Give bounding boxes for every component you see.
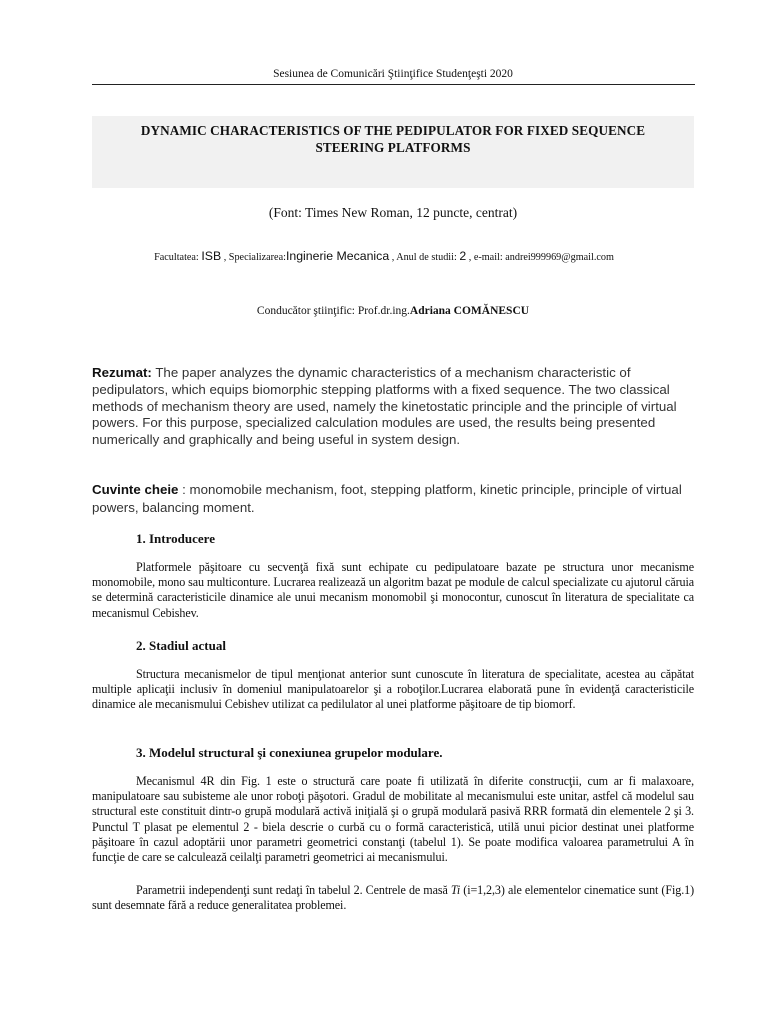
paragraph-stadiul-actual: Structura mecanismelor de tipul menţionat anterior sunt cunoscute în literatura de specialitate, acestea au căpătat multiple aplicaţii inclusiv în domeniul manipulatoarelor şi a roboţilor.Lucrarea elaborată pune în evidenţă caracteristicile dinamice ale mecanismului Cebishev utilizat ca pedilulator al unei platforme păşitoare de tip biomorf. [92, 667, 694, 712]
year-value: 2 [459, 249, 467, 263]
abstract-label: Rezumat: [92, 365, 152, 380]
paragraph-modelul-structural: Mecanismul 4R din Fig. 1 este o structură care poate fi utilizată în diferite construcţii, cum ar fi malaxoare, manipulatoare sau subisteme ale unor roboţi păşotori. Gradul de mobilitate al mecanismului este unitar, astfel că modelul sau structural este constituit dintr-o grupă modulară activă iniţială şi o grupă modulară pasivă RRR formată din elementele 2 şi 3. Punctul T plasat pe elementul 2 - biela descrie o curbă cu o formă caracteristică, utilă unui picior destinat unei platforme păşitoare în cazul adoptării unor parametri geometrici constanţi (tabelul 1). Se poate modifica valoarea parametrului A în funcţie de care se calculează ceilalţi parametri geometrici ai mecanismului. [92, 774, 694, 865]
paper-title [92, 122, 694, 156]
specialization-value: Inginerie Mecanica [285, 249, 390, 263]
coordinator-name: Adriana COMĂNESCU [409, 305, 530, 317]
abstract-text: The paper analyzes the dynamic characteristics of a mechanism characteristic of pedipulators, which equips biomorphic stepping platforms with a fixed sequence. The two classical methods of mechanism theory are used, namely the kinetostatic principle and the principle of virtual powers. For this purpose, specialized calculation modules are used, the results being presented numerically and graphically and being useful in system design. [92, 365, 677, 448]
abstract [92, 365, 694, 449]
header-rule [92, 84, 695, 85]
parametrii-text-start: Parametrii independenţi sunt redaţi în tabelul 2. Centrele de masă [136, 883, 451, 897]
section-heading-stadiul-actual: 2. Stadiul actual [136, 638, 226, 653]
section-heading-modelul-structural: 3. Modelul structural şi conexiunea grupelor modulare. [136, 745, 443, 760]
email-value: andrei999969@gmail.com [505, 252, 614, 263]
keywords [92, 481, 694, 516]
session-header: Sesiunea de Comunicări Ştiinţifice Studenţeşti 2020 [273, 68, 513, 80]
separator: , [389, 252, 395, 263]
separator: , [466, 252, 472, 263]
year-label: Anul de studii: [396, 252, 457, 263]
font-note: (Font: Times New Roman, 12 puncte, centrat) [268, 205, 518, 220]
faculty-label: Facultatea: [154, 252, 199, 263]
paragraph-introducere: Platformele păşitoare cu secvenţă fixă sunt echipate cu pedipulatoare bazate pe structura unor mecanisme monomobile, mono sau multiconture. Lucrarea realizează un algoritm bazat pe module de calcul specializate cu ajutorul căruia se determină caracteristicile dinamice ale unui mecanism monomobil şi monocontur, cunoscut în literatura de specialitate ca mecanismul Cebishev. [92, 560, 694, 620]
email-label: e-mail: [473, 252, 503, 263]
keywords-label: Cuvinte cheie [92, 482, 179, 497]
faculty-value: ISB [201, 249, 222, 263]
coordinator-label: Conducător ştiinţific: Prof.dr.ing. [256, 305, 410, 317]
affiliation-line [40, 249, 728, 263]
section-heading-introducere: 1. Introducere [136, 531, 215, 546]
title-line-2: STEERING PLATFORMS [315, 140, 471, 155]
keywords-text: : monomobile mechanism, foot, stepping platform, kinetic principle, principle of virtual powers, balancing moment. [92, 482, 682, 515]
separator: , [221, 252, 227, 263]
paragraph-parametrii [92, 883, 694, 913]
coordinator-line [92, 305, 694, 317]
parametrii-text-end: (i=1,2,3) ale elementelor cinematice sunt (Fig.1) sunt desemnate fără a reduce generalitatea problemei. [92, 883, 694, 913]
title-box [92, 116, 694, 188]
title-line-1: DYNAMIC CHARACTERISTICS OF THE PEDIPULATOR FOR FIXED SEQUENCE [140, 123, 646, 138]
specialization-label: Specializarea: [228, 252, 286, 263]
mass-center-symbol: Ti [450, 883, 461, 897]
